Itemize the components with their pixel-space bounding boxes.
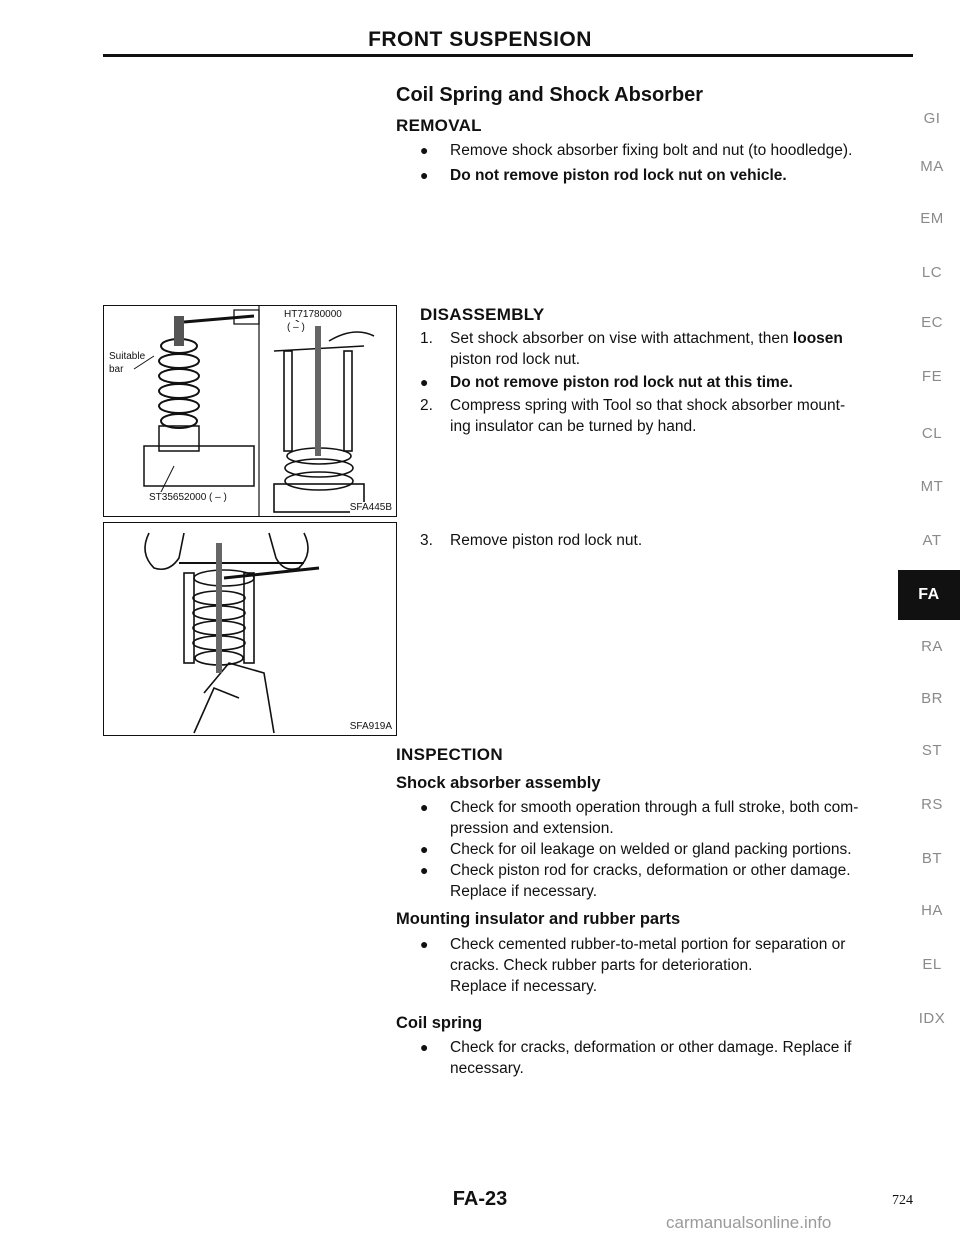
list-item: 2. Compress spring with Tool so that shock absorber mount- ing insulator can be turned by hand. <box>420 397 846 435</box>
header-rule <box>103 54 913 57</box>
section-tab-at[interactable]: AT <box>922 532 942 549</box>
disassembly-steps <box>420 328 910 437</box>
label-tool-st35652000: ST35652000 ( – ) <box>149 492 227 503</box>
step-number: 3. <box>420 532 433 549</box>
list-item: ● Check cemented rubber-to-metal portion for separation or cracks. Check rubber parts for deterioration. Replace if necessary. <box>420 936 846 995</box>
bullet-icon: ● <box>420 374 429 390</box>
shock-assembly-list <box>420 797 910 902</box>
step-number: 2. <box>420 397 433 414</box>
step-number: 1. <box>420 330 433 347</box>
inspection-heading: INSPECTION <box>396 745 503 764</box>
mounting-insulator-list <box>420 934 910 997</box>
lock-nut-removal-illustration <box>104 523 396 735</box>
list-item: ● Check piston rod for cracks, deformation or other damage. Replace if necessary. <box>420 862 851 900</box>
page-code: FA-23 <box>452 1188 508 1210</box>
section-tab-mt[interactable]: MT <box>920 478 944 495</box>
list-item: 1. Set shock absorber on vise with attachment, then loosen piston rod lock nut. <box>420 330 843 368</box>
label-suitable: Suitable <box>109 351 146 362</box>
section-tab-ha[interactable]: HA <box>921 902 943 919</box>
section-title: Coil Spring and Shock Absorber <box>396 84 704 106</box>
disassembly-step3 <box>420 530 910 551</box>
shock-assembly-title: Shock absorber assembly <box>396 774 601 792</box>
section-tab-ma[interactable]: MA <box>920 158 944 175</box>
section-tab-br[interactable]: BR <box>921 690 943 707</box>
section-tab-st[interactable]: ST <box>921 742 943 759</box>
section-tab-ec[interactable]: EC <box>921 314 943 331</box>
bullet-icon: ● <box>420 862 429 878</box>
section-tab-rs[interactable]: RS <box>921 796 943 813</box>
label-tool-ht71780000-sign: ( – ) <box>287 322 305 333</box>
removal-heading: REMOVAL <box>396 116 482 135</box>
bullet-icon: ● <box>420 841 429 857</box>
section-tab-fe[interactable]: FE <box>921 368 943 385</box>
list-item: 3. Remove piston rod lock nut. <box>420 532 643 549</box>
bullet-icon: ● <box>420 799 429 815</box>
list-item: ● Check for cracks, deformation or other damage. Replace if necessary. <box>420 1039 852 1077</box>
bullet-icon: ● <box>420 167 429 183</box>
figure-remove-lock-nut <box>103 522 397 736</box>
list-item: ● Check for oil leakage on welded or gland packing portions. <box>420 841 852 858</box>
section-tab-gi[interactable]: GI <box>923 110 941 127</box>
page-number: 724 <box>892 1193 913 1208</box>
mounting-insulator-title: Mounting insulator and rubber parts <box>396 910 681 928</box>
label-bar: bar <box>109 364 124 375</box>
label-tool-ht71780000: HT71780000 <box>284 309 342 320</box>
bullet-icon: ● <box>420 1039 429 1055</box>
section-tab-bt[interactable]: BT <box>921 850 943 867</box>
figure-code: SFA919A <box>349 721 392 732</box>
coil-spring-title: Coil spring <box>396 1014 483 1032</box>
list-item: ● Do not remove piston rod lock nut on vehicle. <box>420 167 787 184</box>
bullet-icon: ● <box>420 142 429 158</box>
section-tab-idx[interactable]: IDX <box>918 1010 946 1027</box>
bullet-icon: ● <box>420 936 429 952</box>
disassembly-heading: DISASSEMBLY <box>420 305 545 324</box>
figure-compress-spring <box>103 305 397 517</box>
list-item: ● Check for smooth operation through a full stroke, both com- pression and extension. <box>420 799 859 837</box>
figure-code: SFA445B <box>349 502 392 513</box>
section-tab-cl[interactable]: CL <box>921 425 943 442</box>
section-tab-em[interactable]: EM <box>920 210 944 227</box>
section-tab-lc[interactable]: LC <box>921 264 943 281</box>
section-tab-fa-active[interactable]: FA <box>898 570 960 620</box>
coil-spring-list <box>420 1037 910 1079</box>
removal-list <box>420 140 910 186</box>
list-item: ● Remove shock absorber fixing bolt and nut (to hoodledge). <box>420 142 853 159</box>
watermark: carmanualsonline.info <box>666 1213 832 1232</box>
page-header-title: FRONT SUSPENSION <box>368 28 592 51</box>
spring-compressor-illustration <box>104 306 396 516</box>
list-item: ● Do not remove piston rod lock nut at this time. <box>420 374 793 391</box>
section-tab-ra[interactable]: RA <box>921 638 943 655</box>
section-tab-el[interactable]: EL <box>922 956 942 973</box>
